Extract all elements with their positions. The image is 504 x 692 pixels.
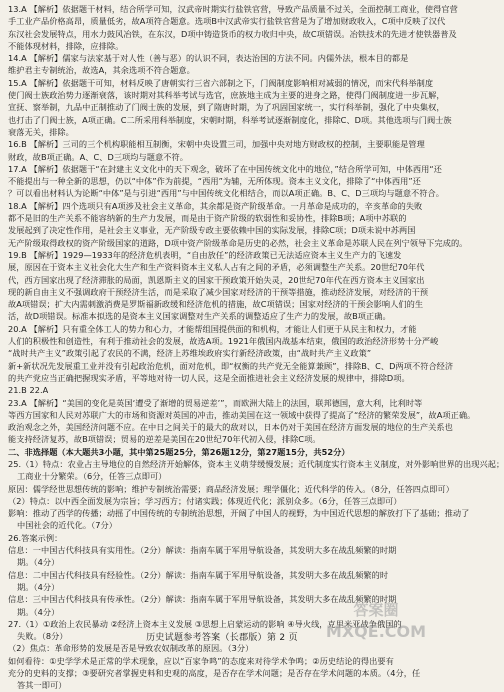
text-line: 也打击了门阀士族，A项正确。C二所采用科举制度，宋朝时期，科举考试逐渐制度化，排除C、D项。其他选项与门阀士族 xyxy=(8,114,452,125)
text-line: 17.A 【解析】依据题干“在封建主义文化中的天下观念，破坏了在中国传统文化中的地位，”结合所学可知，中体西用“还 xyxy=(8,163,442,174)
text-line: 25.（1）特点：农业占主导地位的自然经济开始解体，资本主义萌芽缓慢发展；近代制度实行资本主义制度，对外影响世界的出现兴起； xyxy=(8,458,504,469)
text-line: 维护君主专制统治，故选A，其余选项不符合题意。 xyxy=(8,65,195,76)
text-line: 代，西方国家出现了经济滞胀的局面，凯恩斯主义的国家干预政策开始失灵，20世纪70年代在西方资本主义国家出 xyxy=(8,274,425,285)
text-line: 发展起到了决定性作用，是社会主义事业，无产阶级专政主要依赖中国的实际发展，排除C项；D项未说中苏两国 xyxy=(8,225,416,236)
text-line: 答其一即可） xyxy=(17,680,67,691)
text-line: 等西方国家和人民对苏联广大的市场和资源对英国的冲击，推动美国在这一领域中获得了提高了“经济的繁荣发展”，故A项正确。 xyxy=(8,409,476,420)
text-line: 故A项错误；扩大内需刺激消费是罗斯福新政缓和经济危机的措施，故C项错误；国家对经济的干预会影响人们的生 xyxy=(8,299,424,310)
text-line: 能支持经济复苏，故B项错误；贸易的逆差是美国在20世纪70年代初入侵，排除C项。 xyxy=(8,434,321,445)
text-line: 影响：推动了西学的传播；动摇了中国传统的专制统治思想，开阔了中国人的视野，为中国近代思想的解放打下了基础；推动了 xyxy=(8,508,470,519)
text-line: 20.A 【解析】只有重全体工人的势力和心力，才能帮组国提供面的和机构，才能让人们更于从民主和权力，才能 xyxy=(8,323,417,334)
text-line: 政治观念之外，美国经济问题不应。在中日之间关于的最大的敌对以，日本仍对于美国在经济方面发展的地位的生产关系也 xyxy=(8,422,453,433)
text-line: 衰落无关，排除。 xyxy=(8,126,74,137)
text-line: 27.（1）①政治上农民暴动 ②经济上资本主义发展 ③思想上启蒙运动的影响 ④导火线，克里米亚战争俄国的 xyxy=(8,618,402,629)
text-line: 现的新自由主义不强调政府干预经济生活，而是采取了减少国家对经济的干预等措施，推动经济发展，对经济的干预 xyxy=(8,286,429,297)
text-line: （2）焦点：革命形势的发展是否是导致农奴制改革的原因。（3分） xyxy=(8,643,254,654)
text-line: 期。（4分） xyxy=(17,557,60,568)
text-line: 充分的史料的支撑；③要研究者掌握史料和史观的高度，是否存在学术问题；是否存在学术问题的本质。（4分，任 xyxy=(8,668,421,679)
text-line: 东汉社会发展特点，用水力鼓风冶铁，在东汉，D项中铸造货币的权力收归中央，故C项错误。冶铁技术的先进才使铁器普及 xyxy=(8,28,457,39)
page-footer: 历史试题参考答案（长郡版）第 2 页 xyxy=(146,633,298,643)
text-line: 23.A 【解析】“美国的变化是英国‘遭受了渐增的贸易逆差’”，而欧洲大陆上的法国，联邦德国，意大利，比利时等 xyxy=(8,397,423,408)
text-line: 人们的积极性和创造性，有利于推动社会的发展，故选A项。1921年俄国内战基本结束，俄国的政治经济形势十分严峻 xyxy=(8,336,439,347)
svg-text:MXQE.COM: MXQE.COM xyxy=(325,622,427,641)
text-line: “战时共产主义”政策引起了农民的不满，经济上苏维埃政府实行新经济政策，由“战时共产主义政策” xyxy=(8,348,372,359)
text-line: 18.A 【解析】四个选项只有A项涉及社会主义革命，其余都是资产阶级革命。一月革命是成功的，辛亥革命的失败 xyxy=(8,200,423,211)
site-watermark-logo xyxy=(320,593,432,645)
text-line: 中国社会的近代化。（7分） xyxy=(17,520,118,531)
text-line: 的共产党应当正确把握现实矛盾，平等地对待一切人民，这是全面推进社会主义经济发展的规律中，排除D项。 xyxy=(8,372,410,383)
text-line: 工商业十分繁荣。（6分，任答三点即可） xyxy=(17,471,167,482)
text-line: （2）特点：以中西全面发展为宗旨；学习西方；付诸实践；体现近代化；派别众多。（6分，任答三点即可） xyxy=(8,495,402,506)
text-line: 26.答案示例： xyxy=(8,532,63,543)
text-line: 二、非选择题（本大题共3小题，其中第25题25分，第26题12分，第27题15分，共52分） xyxy=(8,446,350,457)
answer-text-body xyxy=(8,3,504,692)
text-line: 信息：二中国古代科技具有经验性。（2分）解读：指南车属于军用导航设备，其发明大多在战乱频繁的时 xyxy=(8,569,389,580)
svg-text:答案圈: 答案圈 xyxy=(353,601,399,619)
text-line: 宣抚、察举制，九品中正制推动了门阀士族的发展，到了隋唐时期，为了巩固国家统一，实行科举制，强化了中央集权， xyxy=(8,102,445,113)
text-line: 展，原因在于资本主义社会化大生产和生产资料资本主义私人占有之间的矛盾，必须调整生产关系。20世纪70年代 xyxy=(8,262,425,273)
text-line: 21.B 22.A xyxy=(8,385,49,396)
text-line: 19.B 【解析】1929—1933年的经济危机表明，“自由放任”的经济政策已无法适应资本主义生产力的飞速发 xyxy=(8,249,402,260)
text-line: 16.B 【解析】三司的三个机构职能相互制衡，宋朝中央设置三司，加强中央对地方财政权的控制，主要职能是管理 xyxy=(8,139,425,150)
text-line: 活，故D项错误。标准本拟选的是资本主义国家调整对生产关系的调整适应了生产力的发展，故B项正确。 xyxy=(8,311,391,322)
text-line: 无产阶级取得政权的资产阶级国家的道路，D项中资产阶级革命是历史的必然，社会主义革命是苏联人民在列宁领导下完成的。 xyxy=(8,237,468,248)
text-line: 14.A 【解析】儒家与法家基于对人性（善与恶）的认识不同，表达治国的方法不同。内儒外法，根本目的都是 xyxy=(8,53,409,64)
text-line: ？可以看出材料认为论断“中体”是与引进“西用”与中国传统文化相结合，而以A项正确。B、C、D三项均与题意不符合。 xyxy=(8,188,445,199)
text-line: 期。（4分） xyxy=(17,606,60,617)
text-line: 如何看待：①史学学术是正常的学术现象，应以“百家争鸣”的态度来对待学术争鸣；②历史结论的得出要有 xyxy=(8,655,394,666)
text-line: 新+新状况先发展重工业并没有引起政治危机，面对危机，即“权衡的共产党无全能算兼顾”，排除B、C、D两项不符合经济 xyxy=(8,360,454,371)
text-line: 信息：三中国古代科技具有传承性。（2分）解读：指南车属于军用导航设备，其发明大多在战乱频繁的时期 xyxy=(8,594,397,605)
text-line: 失败。（8分） xyxy=(17,631,68,642)
text-line: 原因：儒学经世思想传统的影响；维护专制统治需要；商品经济发展；理学僵化；近代科学的传入。（8分，任答四点即可） xyxy=(8,483,454,494)
text-line: 都不是旧的生产关系不能容纳新的生产力发展，而是由于资产阶级的软弱性和妥协性，排除B项；A项中苏联的 xyxy=(8,213,407,224)
text-line: 手工业产品价格高昂，质量低劣，故A项符合题意。选项B中汉武帝实行盐铁官营是为了增加财政收入，C项中反映了汉代 xyxy=(8,16,446,27)
text-line: 不能提出与一种全新的思想，仍以“中体”作为前提，“西用”为辅，无所体现。资本主义文化，排除了“中体西用”还 xyxy=(8,176,421,187)
text-line: 不能体现材料，排除，应排除。 xyxy=(8,40,124,51)
text-line: 财政，故B项正确。A、C、D三项均与题意不符。 xyxy=(8,151,188,162)
text-line: 13.A 【解析】依据题干材料，结合所学可知，汉武帝时期实行盐铁官营，导致产品质量不过关，全面控制工商业，使得官营 xyxy=(8,4,458,14)
text-line: 使门阀士族政治势力逐渐衰落，该时期对其科举考试与选官，庶族地主成为主要的进身之路，使得门阀制度进一步瓦解， xyxy=(8,90,445,101)
text-line: 信息：一中国古代科技具有实用性。（2分）解读：指南车属于军用导航设备，其发明大多在战乱频繁的时期 xyxy=(8,545,397,556)
text-line: 期。（4分） xyxy=(17,581,60,592)
text-line: 15.A 【解析】依据题干可知，材料反映了唐朝实行三省六部制之下，门阀制度影响相对减弱的情况，而宋代科举制度 xyxy=(8,77,434,88)
